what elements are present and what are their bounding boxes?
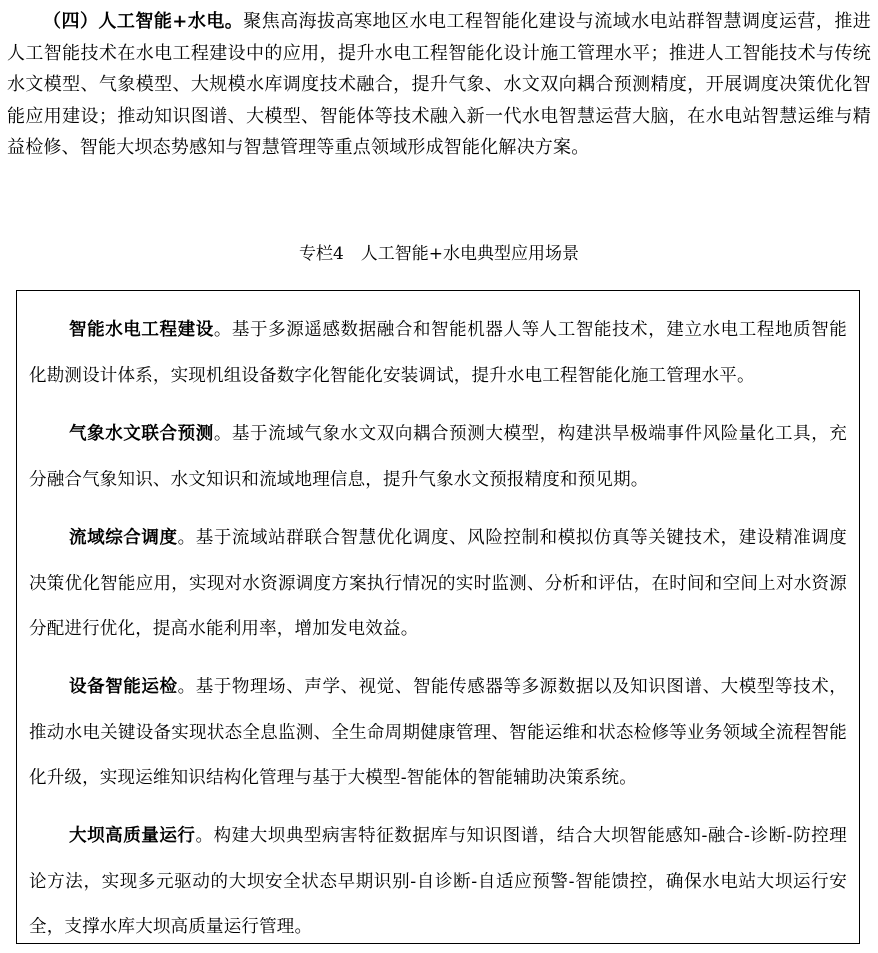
scenario-text: 。基于流域气象水文双向耦合预测大模型，构建洪旱极端事件风险量化工具，充分融合气象知识、水文知识和流域地理信息，提升气象水文预报精度和预见期。 [29, 424, 847, 490]
scenario-title: 大坝高质量运行 [69, 826, 196, 846]
scenario-title: 气象水文联合预测 [69, 424, 214, 444]
scenario-item [29, 814, 847, 951]
section-paragraph [7, 6, 871, 164]
scenario-box [16, 290, 860, 944]
scenario-title: 设备智能运检 [69, 677, 178, 697]
scenario-title: 流域综合调度 [69, 528, 178, 548]
scenario-item [29, 412, 847, 503]
scenario-text: 。基于多源遥感数据融合和智能机器人等人工智能技术，建立水电工程地质智能化勘测设计体系，实现机组设备数字化智能化安装调试，提升水电工程智能化施工管理水平。 [29, 320, 847, 386]
scenario-item [29, 665, 847, 802]
box-caption: 专栏4 人工智能+水电典型应用场景 [298, 244, 580, 264]
section-heading: （四）人工智能+水电。 [43, 11, 244, 32]
scenario-item [29, 308, 847, 399]
scenario-item [29, 516, 847, 653]
section-body: 聚焦高海拔高寒地区水电工程智能化建设与流域水电站群智慧调度运营，推进人工智能技术在水电工程建设中的应用，提升水电工程智能化设计施工管理水平；推进人工智能技术与传统水文模型、气象模型、大规模水库调度技术融合，提升气象、水文双向耦合预测精度，开展调度决策优化智能应用建设；推动知识图谱、大模型、智能体等技术融入新一代水电智慧运营大脑，在水电站智慧运维与精益检修、智能大坝态势感知与智慧管理等重点领域形成智能化解决方案。 [7, 11, 872, 159]
scenario-text: 。基于物理场、声学、视觉、智能传感器等多源数据以及知识图谱、大模型等技术，推动水电关键设备实现状态全息监测、全生命周期健康管理、智能运维和状态检修等业务领域全流程智能化升级，实现运维知识结构化管理与基于大模型-智能体的智能辅助决策系统。 [29, 677, 847, 788]
scenario-text: 。基于流域站群联合智慧优化调度、风险控制和模拟仿真等关键技术，建设精准调度决策优化智能应用，实现对水资源调度方案执行情况的实时监测、分析和评估，在时间和空间上对水资源分配进行优化，提高水能利用率，增加发电效益。 [29, 528, 847, 639]
scenario-title: 智能水电工程建设 [69, 320, 214, 340]
scenario-text: 。构建大坝典型病害特征数据库与知识图谱，结合大坝智能感知-融合-诊断-防控理论方法，实现多元驱动的大坝安全状态早期识别-自诊断-自适应预警-智能馈控，确保水电站大坝运行安全，支撑水库大坝高质量运行管理。 [29, 826, 848, 937]
